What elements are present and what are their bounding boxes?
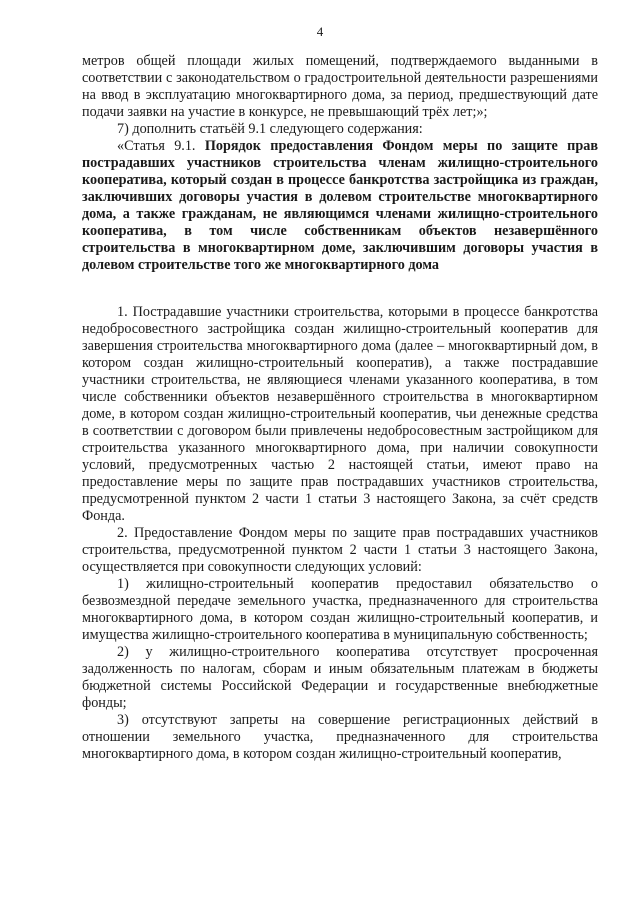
- list-item-condition-2: 2) у жилищно-строительного кооператива отсутствует просроченная задолженность по налогам, сборам и иным обязательным платежам в бюджеты бюджетной системы Российской Федерации и государственные внебюджетные фонды;: [82, 644, 598, 711]
- spacer: [82, 274, 598, 304]
- paragraph-amendment-7: 7) дополнить статьёй 9.1 следующего содержания:: [117, 121, 423, 137]
- list-item-condition-1: 1) жилищно-строительный кооператив предоставил обязательство о безвозмездной передаче земельного участка, предназначенного для строительства многоквартирного дома, в котором создан жилищно-строительный кооператив, и имущества жилищно-строительного кооператива в муниципальную собственность;: [82, 576, 598, 643]
- paragraph-continuation: метров общей площади жилых помещений, подтверждаемого выданными в соответствии с законодательством о градостроительной деятельности разрешениями на ввод в эксплуатацию многоквартирного дома, за период, предшествующий дате подачи заявки на участие в конкурсе, не превышающий трёх лет;»;: [82, 53, 598, 120]
- document-body: [82, 53, 598, 763]
- article-heading: Порядок предоставления Фондом меры по защите прав пострадавших участников строительства членам жилищно-строительного кооператива, который создан в процессе банкротства застройщика из граждан, заключивших договоры участия в долевом строительстве многоквартирного дома, а также гражданам, не являющимся членами жилищно-строительного кооператива, в том числе собственникам объектов незавершённого строительства в многоквартирном доме, заключившим договоры участия в долевом строительстве того же многоквартирного дома: [82, 138, 598, 273]
- article-prefix: «Статья 9.1.: [117, 138, 205, 154]
- page-number: 4: [316, 24, 324, 39]
- paragraph-part-2: 2. Предоставление Фондом меры по защите прав пострадавших участников строительства, предусмотренной пунктом 2 части 1 статьи 3 настоящего Закона, осуществляется при совокупности следующих условий:: [82, 525, 598, 575]
- list-item-condition-3: 3) отсутствуют запреты на совершение регистрационных действий в отношении земельного участка, предназначенного для строительства многоквартирного дома, в котором создан жилищно-строительный кооператив,: [82, 712, 598, 762]
- article-9-1-title: [82, 138, 598, 274]
- paragraph-part-1: 1. Пострадавшие участники строительства, которыми в процессе банкротства недобросовестного застройщика создан жилищно-строительный кооператив для завершения строительства многоквартирного дома (далее – многоквартирный дом, в котором создан жилищно-строительный кооператив), а также пострадавшие участники строительства, не являющиеся членами указанного кооператива, в том числе собственники объектов незавершённого строительства в многоквартирном доме, в котором создан жилищно-строительный кооператив, чьи денежные средства в соответствии с договором были привлечены недобросовестным застройщиком для строительства указанного многоквартирного дома, при наличии совокупности условий, предусмотренных частью 2 настоящей статьи, имеют право на предоставление меры по защите прав пострадавших участников строительства, предусмотренной пунктом 2 части 1 статьи 3 настоящего Закона, за счёт средств Фонда.: [82, 304, 598, 524]
